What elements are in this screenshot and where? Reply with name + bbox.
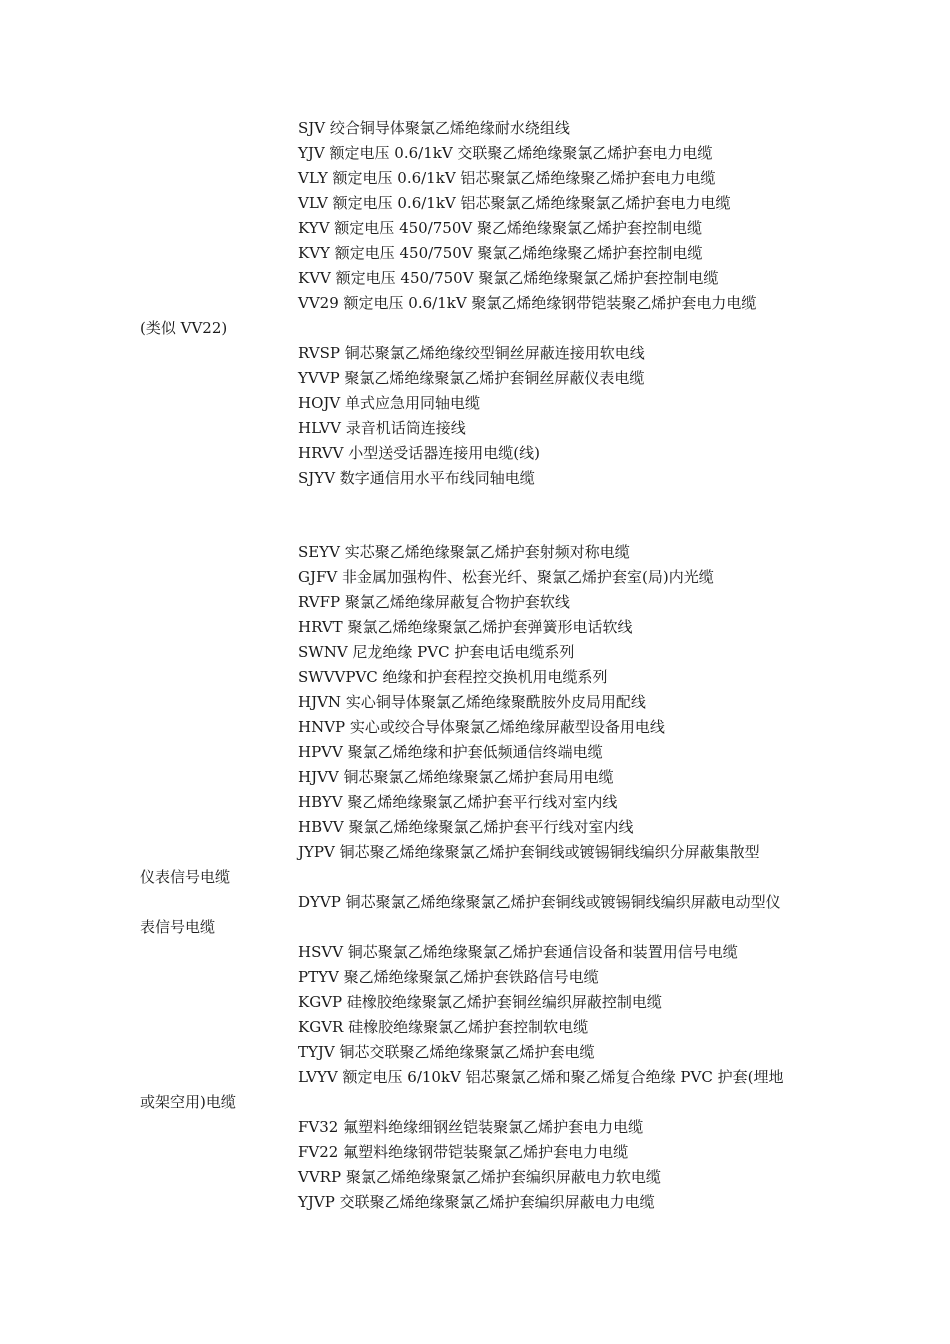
cable-entry-line: SJV 绞合铜导体聚氯乙烯绝缘耐水绕组线 (298, 119, 570, 137)
cable-entry-line: RVFP 聚氯乙烯绝缘屏蔽复合物护套软线 (298, 593, 570, 611)
cable-entry-line: HRVT 聚氯乙烯绝缘聚氯乙烯护套弹簧形电话软线 (298, 618, 633, 636)
cable-entry-line: JYPV 铜芯聚乙烯绝缘聚氯乙烯护套铜线或镀锡铜线编织分屏蔽集散型 (298, 843, 760, 861)
cable-entry-line: HJVN 实心铜导体聚氯乙烯绝缘聚酰胺外皮局用配线 (298, 693, 646, 711)
cable-entry-line: SJYV 数字通信用水平布线同轴电缆 (298, 469, 535, 487)
cable-entry-line: SWNV 尼龙绝缘 PVC 护套电话电缆系列 (298, 643, 575, 661)
cable-entry-line: RVSP 铜芯聚氯乙烯绝缘绞型铜丝屏蔽连接用软电线 (298, 344, 645, 362)
cable-list-bottom (140, 540, 820, 1215)
cable-entry-line: HPVV 聚氯乙烯绝缘和护套低频通信终端电缆 (298, 743, 603, 761)
cable-entry-line: DYVP 铜芯聚氯乙烯绝缘聚氯乙烯护套铜线或镀锡铜线编织屏蔽电动型仪 (298, 893, 781, 911)
cable-entry-line: KGVP 硅橡胶绝缘聚氯乙烯护套铜丝编织屏蔽控制电缆 (298, 993, 662, 1011)
cable-entry-line: TYJV 铜芯交联聚乙烯绝缘聚氯乙烯护套电缆 (298, 1043, 595, 1061)
cable-entry-line: KVY 额定电压 450/750V 聚氯乙烯绝缘聚乙烯护套控制电缆 (298, 244, 703, 262)
cable-description-continuation: 表信号电缆 (140, 918, 216, 936)
cable-entry-line: FV32 氟塑料绝缘细钢丝铠装聚氯乙烯护套电力电缆 (298, 1118, 644, 1136)
cable-entry-line: VLY 额定电压 0.6/1kV 铝芯聚氯乙烯绝缘聚乙烯护套电力电缆 (298, 169, 716, 187)
cable-description-continuation: 仪表信号电缆 (140, 868, 231, 886)
cable-description-continuation: 或架空用)电缆 (140, 1093, 236, 1111)
cable-entry-line: VVRP 聚氯乙烯绝缘聚氯乙烯护套编织屏蔽电力软电缆 (298, 1168, 661, 1186)
cable-entry-line: KYV 额定电压 450/750V 聚乙烯绝缘聚氯乙烯护套控制电缆 (298, 219, 702, 237)
cable-entry-line: FV22 氟塑料绝缘钢带铠装聚氯乙烯护套电力电缆 (298, 1143, 629, 1161)
cable-entry-line: YJV 额定电压 0.6/1kV 交联聚乙烯绝缘聚氯乙烯护套电力电缆 (298, 144, 713, 162)
cable-entry-line: HJVV 铜芯聚氯乙烯绝缘聚氯乙烯护套局用电缆 (298, 768, 614, 786)
cable-entry-line: LVYV 额定电压 6/10kV 铝芯聚氯乙烯和聚乙烯复合绝缘 PVC 护套(埋地 (298, 1068, 784, 1086)
cable-entry-line: VV29 额定电压 0.6/1kV 聚氯乙烯绝缘钢带铠装聚乙烯护套电力电缆 (298, 294, 757, 312)
cable-description-continuation: (类似 VV22) (140, 319, 228, 337)
cable-entry-line: HSVV 铜芯聚氯乙烯绝缘聚氯乙烯护套通信设备和装置用信号电缆 (298, 943, 738, 961)
cable-entry-line: SEYV 实芯聚乙烯绝缘聚氯乙烯护套射频对称电缆 (298, 543, 630, 561)
cable-entry-line: PTYV 聚乙烯绝缘聚氯乙烯护套铁路信号电缆 (298, 968, 599, 986)
cable-entry-line: HOJV 单式应急用同轴电缆 (298, 394, 480, 412)
cable-entry-line: HNVP 实心或绞合导体聚氯乙烯绝缘屏蔽型设备用电线 (298, 718, 665, 736)
cable-list-top (140, 116, 820, 491)
cable-entry-line: HBYV 聚乙烯绝缘聚氯乙烯护套平行线对室内线 (298, 793, 618, 811)
cable-entry-line: KVV 额定电压 450/750V 聚氯乙烯绝缘聚氯乙烯护套控制电缆 (298, 269, 719, 287)
cable-entry-line: HLVV 录音机话筒连接线 (298, 419, 466, 437)
cable-entry-line: VLV 额定电压 0.6/1kV 铝芯聚氯乙烯绝缘聚氯乙烯护套电力电缆 (298, 194, 731, 212)
cable-entry-line: HRVV 小型送受话器连接用电缆(线) (298, 444, 540, 462)
cable-entry-line: HBVV 聚氯乙烯绝缘聚氯乙烯护套平行线对室内线 (298, 818, 634, 836)
cable-entry-line: KGVR 硅橡胶绝缘聚氯乙烯护套控制软电缆 (298, 1018, 589, 1036)
cable-entry-line: SWVVPVC 绝缘和护套程控交换机用电缆系列 (298, 668, 608, 686)
cable-entry-line: YVVP 聚氯乙烯绝缘聚氯乙烯护套铜丝屏蔽仪表电缆 (298, 369, 645, 387)
cable-entry-line: YJVP 交联聚乙烯绝缘聚氯乙烯护套编织屏蔽电力电缆 (298, 1193, 655, 1211)
cable-entry-line: GJFV 非金属加强构件、松套光纤、聚氯乙烯护套室(局)内光缆 (298, 568, 714, 586)
